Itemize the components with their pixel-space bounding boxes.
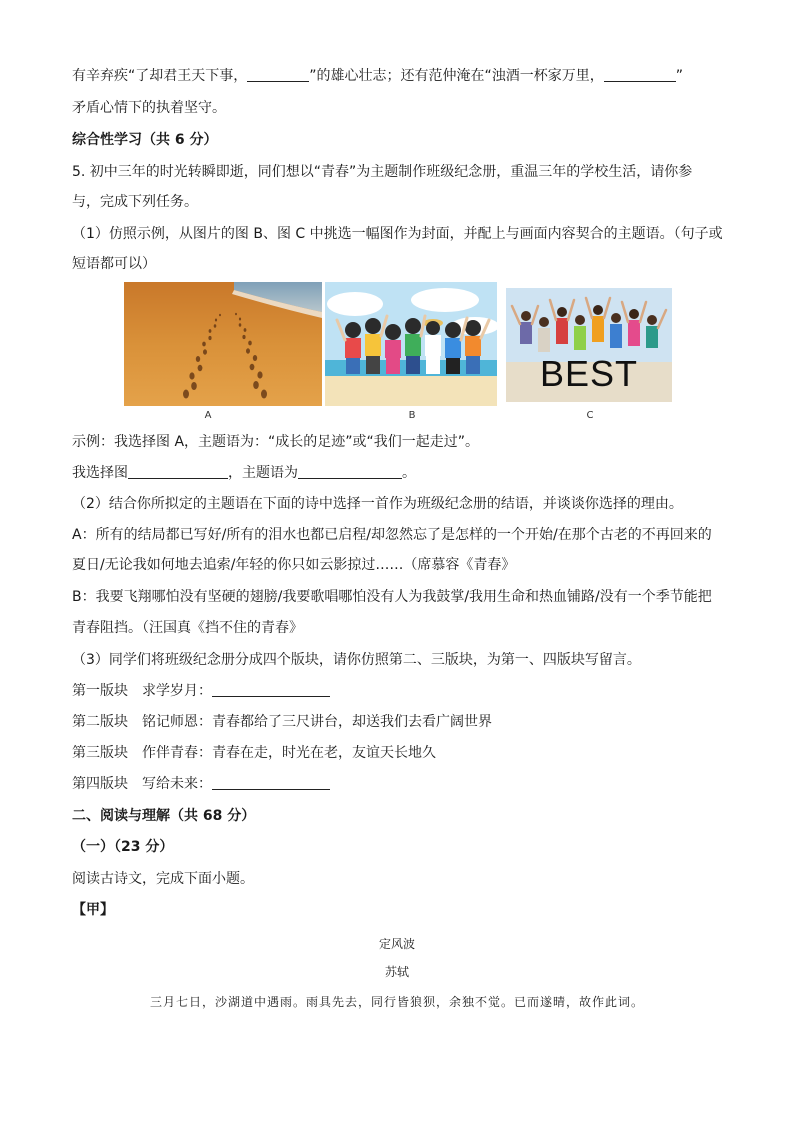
question-text: 短语都可以） [72,256,156,272]
question-text: 与，完成下列任务。 [72,194,198,210]
question-text: （3）同学们将班级纪念册分成四个版块，请你仿照第二、三版块，为第一、四版块写留言。 [72,652,641,668]
poem-preface: 三月七日，沙湖道中遇雨。雨具先去，同行皆狼狈，余独不觉。已而遂晴，故作此词。 [149,995,644,1009]
section-heading: 综合性学习（共 6 分） [72,132,218,148]
block-one-line [72,681,732,701]
image-b-children [325,282,497,406]
text-segment: ”的雄心壮志；还有范仲淹在“浊酒一杯家万里， [309,68,604,84]
text-segment: ” [675,68,684,84]
poem-a-text: A：所有的结局都已写好/所有的泪水也都已启程/却忽然忘了是怎样的一个开始/在那个古老的不再回来的 [72,527,712,543]
image-caption-b: B [408,410,416,421]
poem-a-text: 夏日/无论我如何地去追索/年轻的你只如云影掠过……（席慕容《青春》 [72,557,516,573]
fill-blank[interactable] [128,464,228,479]
question-text: 5. 初中三年的时光转瞬即逝，同们想以“青春”为主题制作班级纪念册，重温三年的学校生活，请你参 [72,164,693,180]
section-heading: 二、阅读与理解（共 68 分） [72,808,256,824]
block-three-line: 第三版块 作伴青春：青春在走，时光在老，友谊天长地久 [72,745,436,761]
text-segment: 。 [402,465,416,481]
fill-blank[interactable] [212,682,330,697]
text-segment: 我选择图 [72,465,128,481]
poem-b-text: 青春阻挡。（汪国真《挡不住的青春》 [72,620,303,636]
image-caption-a: A [204,410,212,421]
text-segment: 第一版块 求学岁月： [72,683,212,699]
block-two-line: 第二版块 铭记师恩：青春都给了三尺讲台，却送我们去看广阔世界 [72,714,492,730]
example-text: 示例：我选择图 A，主题语为：“成长的足迹”或“我们一起走过”。 [72,434,480,450]
image-c-jumping-friends [506,288,672,402]
text-line [72,66,732,86]
question-text: （2）结合你所拟定的主题语在下面的诗中选择一首作为班级纪念册的结语，并谈谈你选择的理由。 [72,496,683,512]
text-segment: 第四版块 写给未来： [72,776,212,792]
fill-blank[interactable] [298,464,402,479]
fill-blank[interactable] [604,67,676,82]
question-text: （1）仿照示例，从图片的图 B、图 C 中挑选一幅图作为封面，并配上与画面内容契合的主题语。（句子或 [72,226,723,242]
poem-b-text: B：我要飞翔哪怕没有坚硬的翅膀/我要歌唱哪怕没有人为我鼓掌/我用生命和热血铺路/没有一个季节能把 [72,589,712,605]
answer-line [72,463,732,483]
text-segment: ，主题语为 [228,465,298,481]
image-a-footprints [124,282,322,406]
image-c-overlay-text: BEST [539,353,639,394]
text-segment: 有辛弃疾“了却君王天下事， [72,68,248,84]
image-caption-c: C [586,410,594,421]
fill-blank[interactable] [212,775,330,790]
poem-author: 苏轼 [384,965,409,979]
fill-blank[interactable] [247,67,309,82]
instruction-text: 阅读古诗文，完成下面小题。 [72,871,254,887]
poem-title: 定风波 [378,937,415,951]
block-four-line [72,774,732,794]
text-line: 矛盾心情下的执着坚守。 [72,100,226,116]
subsection-heading: （一）（23 分） [72,839,174,855]
passage-label: 【甲】 [72,902,114,918]
